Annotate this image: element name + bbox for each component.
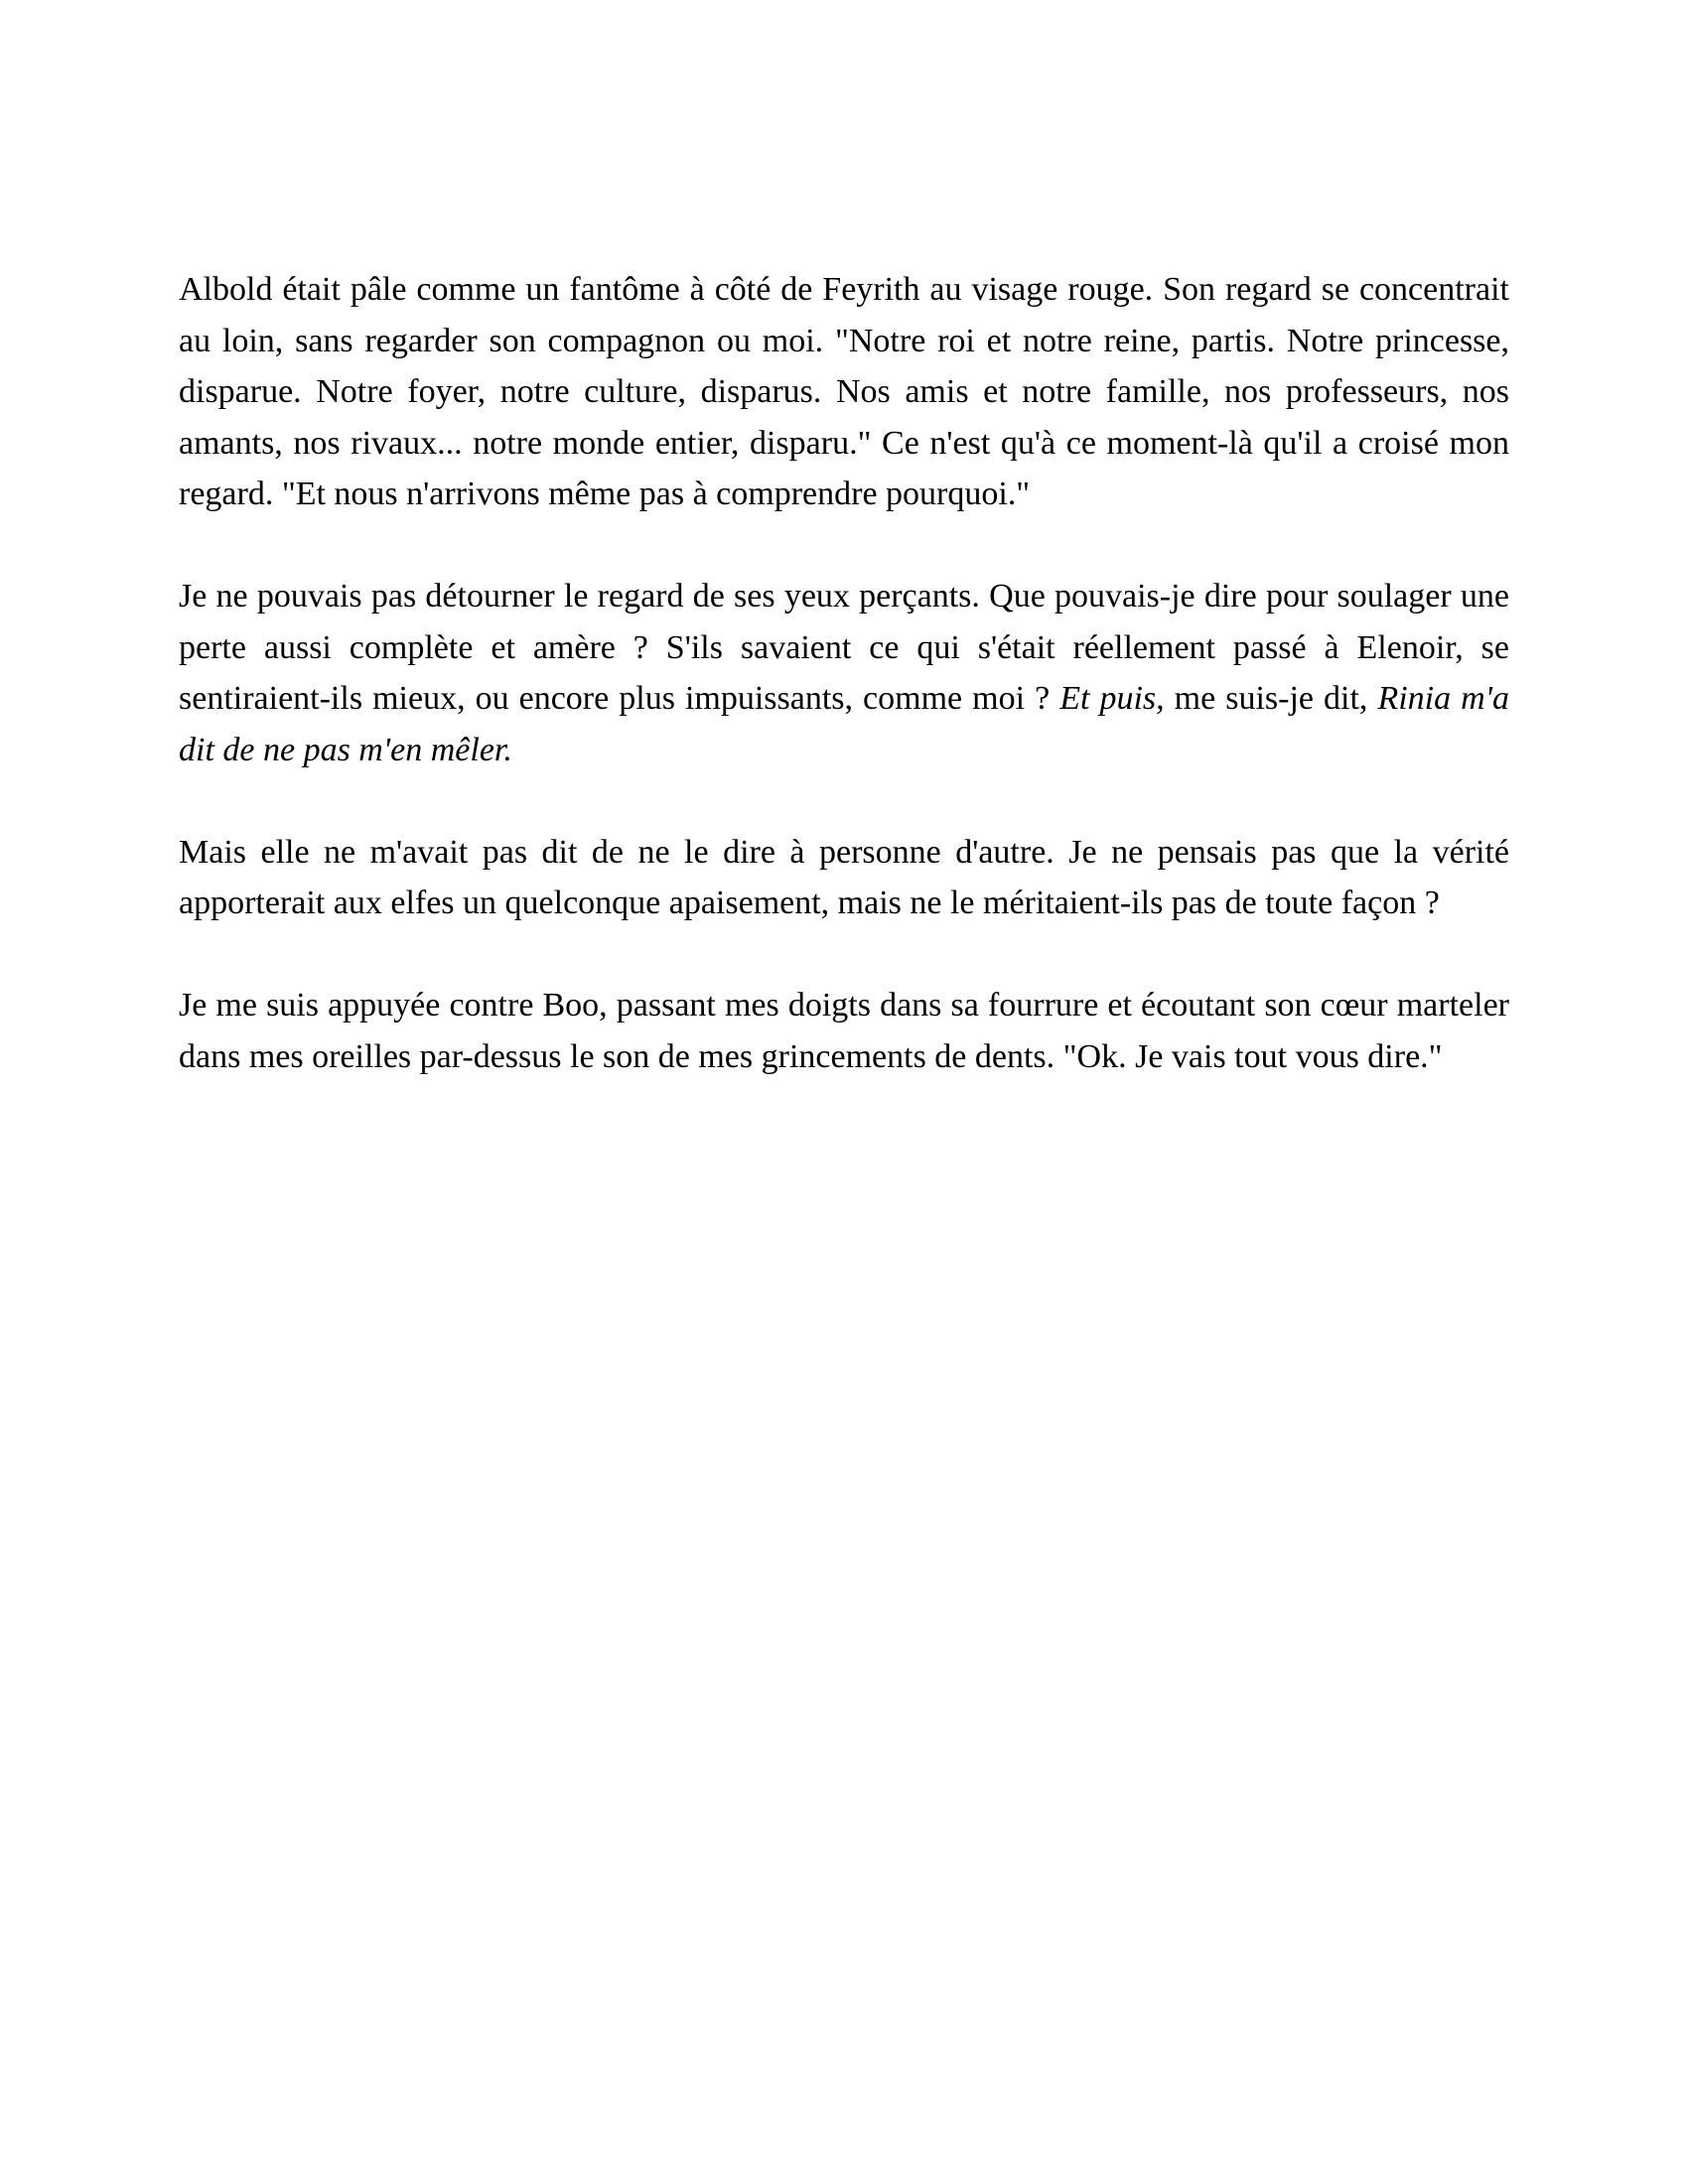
text-run: Rinia m'a dit de ne pas m'en mêler. <box>179 680 1509 768</box>
text-run: Et puis, <box>1059 680 1165 717</box>
paragraph-1 <box>179 264 1509 520</box>
text-run: Mais elle ne m'avait pas dit de ne le dire à personne d'autre. Je ne pensais pas que la vérité apporterait aux elfes un quelconque apaisement, mais ne le méritaient-ils pas de toute façon ? <box>179 833 1509 921</box>
text-run: me suis-je dit, <box>1164 680 1378 717</box>
text-run: Je ne pouvais pas détourner le regard de ses yeux perçants. Que pouvais-je dire pour soulager une perte aussi complète et amère ? S'ils savaient ce qui s'était réellement passé à Elenoir, se sentiraient-ils mieux, ou encore plus impuissants, comme moi ? <box>179 578 1509 717</box>
paragraph-4 <box>179 980 1509 1082</box>
text-run: Albold était pâle comme un fantôme à côté de Feyrith au visage rouge. Son regard se concentrait au loin, sans regarder son compagnon ou moi. "Notre roi et notre reine, partis. Notre princesse, disparue. Notre foyer, notre culture, disparus. Nos amis et notre famille, nos professeurs, nos amants, nos rivaux... notre monde entier, disparu." Ce n'est qu'à ce moment-là qu'il a croisé mon regard. "Et nous n'arrivons même pas à comprendre pourquoi." <box>179 271 1509 512</box>
paragraph-2 <box>179 571 1509 775</box>
paragraph-3 <box>179 827 1509 929</box>
document-text-block <box>179 264 1509 1082</box>
text-run: Je me suis appuyée contre Boo, passant mes doigts dans sa fourrure et écoutant son cœur marteler dans mes oreilles par-dessus le son de mes grincements de dents. "Ok. Je vais tout vous dire." <box>179 987 1509 1075</box>
